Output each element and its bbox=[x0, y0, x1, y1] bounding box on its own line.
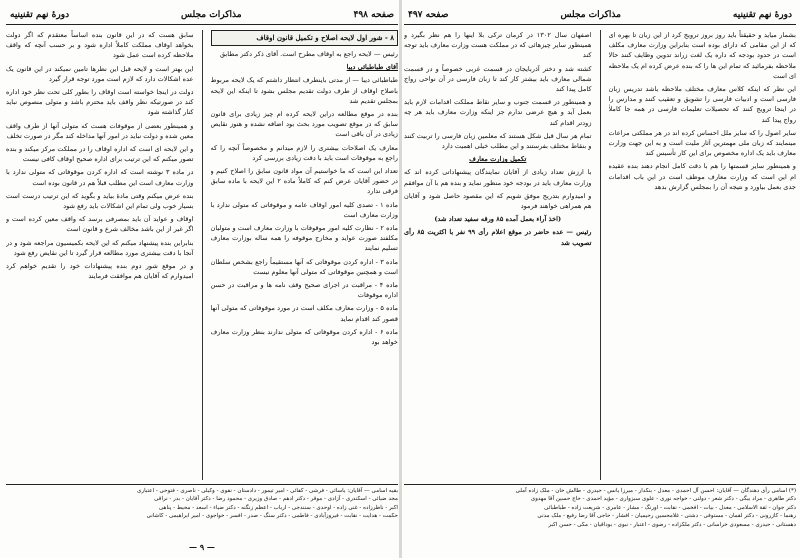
paragraph: این بهتر است و لایحه قبل این نظرها تامین نمیکند در این قانون یک عده اشکالات دارد که لازم است مورد توجه قرار گیرد bbox=[6, 64, 194, 83]
vote-result: (اخذ آراء بعمل آمده ۸۵ ورقه سفید تعداد شد) bbox=[434, 215, 562, 224]
speaker-name: آقای طباطبائی دیبا bbox=[346, 63, 398, 72]
column-divider bbox=[600, 30, 601, 480]
right-page-header bbox=[404, 6, 796, 25]
section-title: ۸ - شور اول لایحه اصلاح و تکمیل قانون اوقاف bbox=[211, 30, 399, 46]
footnote-line: رهنما - کازرونی - دکتر لقمان - مستوفی - دشتی - غلامحسین رحیمیان - افشار - حاجی آقا رضا رفیع - ملک مدنی bbox=[537, 513, 796, 520]
paragraph: در ماده ۳ نوشته است که اداره کردن موقوفاتی که متولی ندارد با وزارت معارف است این مطلب قبلاً هم در قانون بوده است bbox=[6, 168, 194, 187]
paragraph: معارف یک اصلاحات بیشتری را لازم میدانم و مخصوصاً آنچه را که راجع به موقوفات است باید با دقت زیادی بررسی کرد bbox=[210, 143, 398, 162]
footnote-line: اکبر - ناظرزاده - غنی زاده - اوحدی - سنندجی - ارباب - اعظم زنگنه - دکتر ضیاء - اسعد - محیط - پناهی bbox=[158, 504, 398, 511]
article: ماده ۴ - مراقبت در اجرای صحیح وقف نامه ها و مراقبت در حسن اداره موقوفات bbox=[210, 281, 398, 300]
right-page-number: صفحه ۴۹۷ bbox=[408, 10, 449, 20]
left-page bbox=[6, 6, 398, 552]
paragraph: بشمار میاید و حقیقتاً باید روز بروز ترویج کرد از این زبان تا بهره ای که از این مقامی که دارای بوده است بنابراین وزارت معارف مکلف است در حدود بودجه که داره یک لغت زراند تدوین وظایف کنند حالا ملاحظه بفرمائید که تمام این ها را که بنده عرض کرده ام یک ملاحظه ای است bbox=[608, 31, 796, 80]
paragraph: بنابراین بنده پیشنهاد میکنم که این لایحه بکمیسیون مراجعه شود و در آنجا با دقت بیشتری مورد مطالعه قرار گیرد تا این نقایص رفع شود bbox=[6, 238, 194, 257]
page-gutter bbox=[399, 0, 402, 558]
paragraph: دولت در اینجا خواسته است اوقاف را بطور کلی تحت نظر خود اداره کند در صورتیکه نظر واقف باید محترم باشد و متولی منصوص نباید کنار گذاشته شود bbox=[6, 88, 194, 117]
left-page-number: صفحه ۴۹۸ bbox=[353, 10, 394, 20]
paragraph: تمام هر سال قبل شکل هستند که معلمین زبان فارسی را تربیت کنند و بنقاط مختلف بفرستند و این مطلب خیلی اهمیت دارد bbox=[404, 131, 592, 151]
paragraph: اوقاف و عواید آن باید بمصرفی برسد که واقف معین کرده است و اگر غیر از این باشد مخالف شرع و قانون است bbox=[6, 215, 194, 234]
paragraph: اصفهان سال ۱۳۰۲ در کرمان ترکی بلا اینها را هم نظر بگیرد و همینطور سایر چیزهائی که در مملکت هست وزارت معارف باید توجه کند bbox=[404, 31, 592, 60]
paragraph: سایر اصول را که سایر ملل احساس کرده اند در هر مملکتی مراعات مینمایند که زبان ملی مهمترین آثار ملیت است و به این جهت وزارت معارف باید یک اداره مخصوص برای این کار تأسیس کند bbox=[608, 128, 796, 158]
left-footnotes bbox=[6, 484, 398, 547]
article: ماده ۳ - اداره کردن موقوفاتی که آنها مستقیماً راجع بشخص سلطان است و همچنین موقوفاتی که متولی آنها معلوم نیست bbox=[210, 257, 398, 276]
footnote-line: دکتر جوان - ثقة الاسلامی - معدل - بیات - افخمی - نقابت - اورنگ - مشار - عامری - شریعت زاده - طباطبائی bbox=[544, 504, 796, 511]
paragraph: و همینطور بعضی از موقوفات هست که متولی آنها از طرف واقف معین شده و دولت نباید در امور آنها مداخله کند مگر در صورت تخلف bbox=[6, 121, 194, 140]
paragraph: کشته شد و دختر آذربایجان در قسمت غربی خصوصاً و در قسمت شمالی معارف باید بیشتر کار کند تا زبان فارسی در آن نواحی رواج کامل پیدا کند bbox=[404, 64, 592, 94]
left-page-title: مذاکرات مجلس bbox=[181, 10, 242, 20]
paragraph: سابق هست که در این قانون بنده اساساً معتقدم که اگر دولت بخواهد اوقاف مملکت کاملاً اداره شود و بر حسب آنچه که واقف ملاحظه کرده است عمل شود bbox=[6, 31, 194, 60]
paragraph: و امیدوارم بتدریج موفق شویم که این مقصود حاصل شود و آقایان هم همراهی خواهند فرمود bbox=[404, 191, 592, 211]
left-session-label: دورهٔ نهم تقنینیه bbox=[10, 10, 70, 20]
paragraph: این نظر که اینکه کلاس معارف مختلف ملاحظه باشد تدریس زبان فارسی است و ادبیات فارسی را تشویق و تعقیب کنند و مدارس را در اینجا ترویج کنند که تحصیلات تعلیمات فارسی در همه جا کاملاً رواج پیدا کند bbox=[608, 85, 796, 124]
paragraph: با ارزش تعداد زیادی از آقایان نمایندگان پیشنهاداتی کرده اند که وزارت معارف باید در بودجه خود منظور نماید و بنده هم با آن موافقم bbox=[404, 168, 592, 187]
paragraph: و همینطور در قسمت جنوب و سایر نقاط مملکت اقدامات لازم باید بعمل آید و هیچ عرضی ندارم جز اینکه وزارت معارف باید هر چه زودتر اقدام کند bbox=[404, 98, 592, 127]
page-footer-number: — ۹ — bbox=[189, 542, 215, 552]
right-page-title: مذاکرات مجلس bbox=[560, 10, 621, 20]
footnote-line: دهستانی - حیدری - مسعودی خراسانی - دکتر ملکزاده - رضوی - اعتبار - نبوی - بوداقیان - مکی - حسن اکبر bbox=[548, 521, 796, 528]
column-divider bbox=[202, 30, 203, 480]
right-footnotes bbox=[404, 484, 796, 547]
paragraph: و در موقع شور دوم بنده پیشنهادات خود را تقدیم خواهم کرد امیدوارم که آقایان هم موافقت فرمایند bbox=[6, 262, 194, 281]
paragraph: رئیس — لایحه راجع به اوقاف مطرح است. آقای ذکر دکتر مطابق bbox=[219, 50, 398, 58]
right-column-b bbox=[404, 30, 592, 480]
footnote-line: دکتر طاهری - مراد بیگی - دکتر شعر - دولتی - خواجه نوری - علوی سبزواری - مؤید احمدی - حاج حسین آقا مهدوی bbox=[530, 496, 796, 503]
paragraph: بنده عرض میکنم وقتی مادهٔ بیاید و بگوید که این ترتیب درست است بسیار خوب ولی تمام این اشکالات باید رفع شود bbox=[6, 191, 194, 211]
right-column-a bbox=[609, 30, 797, 480]
subheading: تکمیل وزارت معارف bbox=[469, 155, 527, 164]
left-column-a bbox=[211, 30, 399, 480]
right-page-columns bbox=[404, 30, 796, 480]
article: ماده ۱ - تصدی کلیه امور اوقاف عامه و موقوفاتی که متولی ندارد با وزارت معارف است bbox=[210, 200, 398, 219]
footnote-line: (*) اسامی رأی دهندگان — آقایان: احسن آل احمدی - معدل - بنکدار - میرزا یانس - حیدری - طالش خان - ملک زاده آملی bbox=[515, 488, 796, 494]
left-page-columns bbox=[6, 30, 398, 480]
footnote-line: مجد ضیائی - اسکندری - آزادی - موقر - دکتر ادهم - صادق وزیری - محمود رضا - دکتر آقایان - بدر - نراقی bbox=[154, 496, 398, 503]
footnote-line: بقیه اسامی — آقایان: یاسائی - فرشی - کفائی - امیر تیمور - دادستان - نقوی - وکیلی - ناصری - فتوحی - اعتباری bbox=[137, 488, 398, 494]
paragraph: و همینطور سایر قسمتها را هم با دقت کامل انجام دهند بنده عقیده ام این است که وزارت معارف موظف است در این باب اقدامات جدی بعمل بیاورد و نتیجه آن را بمجلس گزارش بدهد bbox=[608, 162, 796, 191]
footnote-line: حکمت - هدایت - نقابت - فیروزآبادی - فاطمی - دکتر سنگ - صدر - افسر - خواجوی - امیر ابراهیمی - کاشانی bbox=[146, 513, 398, 520]
paragraph: و این لایحه ای است که اداره اوقاف را در مملکت مرکز میکند و بنده تصور میکنم که این ترتیب برای اداره صحیح اوقاف کافی نیست bbox=[6, 145, 194, 164]
paragraph: بنده در موقع مطالعه دراین لایحه کرده ام چیز زیادی برای قانون سابق که در موقع تصویب مورد بحث بود اضافه نشده و هنوز نقایص زیادی در آن باقی است bbox=[210, 110, 398, 139]
paragraph: طباطبائی دیبا — از مدتی باینطرف انتظار داشتم که یک لایحه مربوط باصلاح اوقاف از طرف دولت تقدیم مجلس بشود تا اینکه این لایحه بمجلس تقدیم شد bbox=[210, 76, 398, 105]
right-session-label: دورهٔ نهم تقنینیه bbox=[732, 10, 792, 20]
article: ماده ۶ - اداره کردن موقوفاتی که متولی ندارند بنظر وزارت معارف خواهد بود bbox=[210, 327, 398, 347]
left-page-header bbox=[6, 6, 398, 25]
left-column-b bbox=[6, 30, 194, 480]
article: ماده ۵ - وزارت معارف مکلف است در مورد موقوفاتی که متولی آنها قصور کند اقدام نماید bbox=[210, 304, 398, 323]
right-page bbox=[404, 6, 796, 552]
paragraph: تعداد این است که ما خواستیم آن مواد قانون سابق را اصلاح کنیم و در حضور آقایان عرض کنم که کاملاً ماده ۲ این لایحه با ماده سابق فرقی ندارد bbox=[210, 167, 398, 196]
article: ماده ۲ - نظارت کلیه امور موقوفات با وزارت معارف است و متولیان مکلفند صورت عواید و مخارج موقوفه را همه ساله بوزارت معارف تسلیم نمایند bbox=[210, 224, 398, 253]
vote-conclusion: رئیس — عده حاضر در موقع اعلام رأی ۹۹ نفر با اکثریت ۸۵ رأی تصویب شد bbox=[404, 228, 592, 247]
